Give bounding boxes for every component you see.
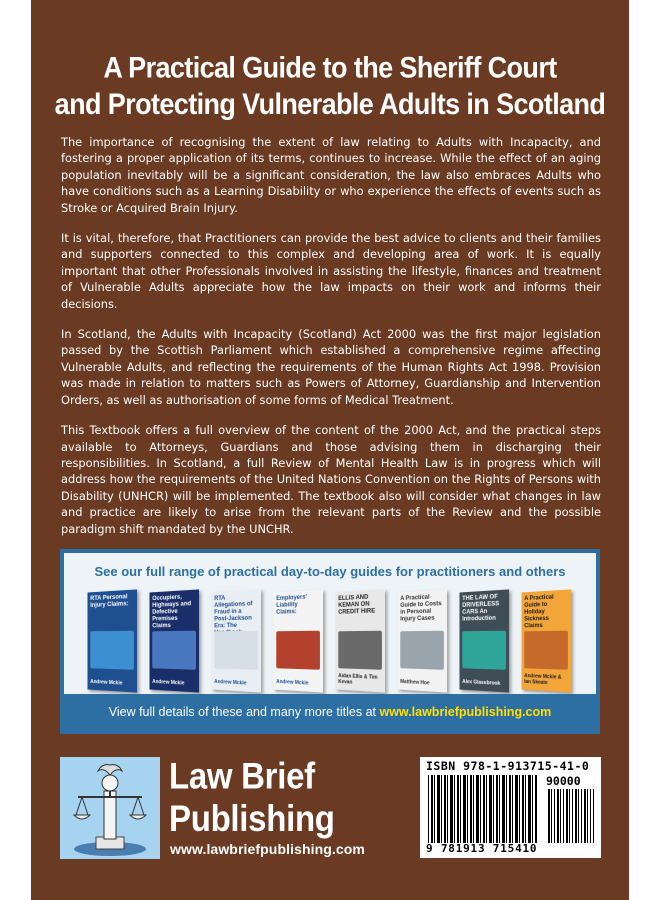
book-cover[interactable]	[149, 589, 199, 692]
isbn-barcode	[420, 757, 601, 858]
book-title-text: RTA Allegations of Fraud in a Post-Jackson Era: The	[214, 595, 253, 630]
price-addon-number: 90000	[546, 774, 581, 788]
book-title-text: A Practical Guide to Costs in Personal Injury Cases	[400, 594, 442, 623]
justice-statue-icon	[60, 757, 160, 859]
book-cover-image	[276, 631, 320, 670]
publisher-logo	[60, 757, 160, 859]
blurb	[61, 134, 601, 551]
blurb-paragraph: It is vital, therefore, that Practitioners can provide the best advice to clients and their families and supporters connected to this complex and developing area of work. It is equally important that other Professionals involved in assisting the lifestyle, finances and treatment of Vulnerable Adults appreciate how the law impacts on their work and informs their decisions.	[61, 231, 601, 311]
book-cover-image	[90, 631, 134, 670]
book-author-text: Andrew Mckie	[152, 678, 185, 687]
ean-digits: 9 781913 715410	[426, 842, 538, 855]
book-title-text: Employers' Liability Claims:	[276, 594, 307, 616]
blurb-paragraph: The importance of recognising the extent of law relating to Adults with Incapacity, and fostering a proper application of its terms, continues to increase. While the effect of an aging population inevitably will be a significant consideration, the law also embraces Adults who have conditions such as a Learning Disability or who experience the effects of events such as Stroke or Acquired Brain Injury.	[61, 135, 601, 215]
blurb-paragraph: In Scotland, the Adults with Incapacity (Scotland) Act 2000 was the first major legislation passed by the Scottish Parliament which established a comprehensive regime affecting Vulnerable Adults, and reflecting the requirements of the Human Rights Act 1998. Provision was made in relation to matters such as Powers of Attorney, Guardianship and Intervention Orders, as well as authorisation of some forms of Medical Treatment.	[61, 327, 601, 407]
book-cover[interactable]	[335, 589, 385, 692]
addon-bars	[548, 789, 594, 843]
publisher-url[interactable]: www.lawbriefpublishing.com	[170, 841, 365, 857]
book-title-text: RTA Personal Injury Claims:	[90, 594, 129, 609]
book-cover-image	[524, 631, 568, 670]
promo-panel	[60, 549, 600, 734]
book-cover[interactable]	[459, 589, 509, 692]
book-title-line-2: and Protecting Vulnerable Adults in Scotland	[54, 88, 606, 121]
publisher-name-line-1: Law Brief	[169, 755, 315, 797]
book-author-text: Aidan Ellis & Tim Kevan	[338, 673, 378, 686]
book-title-text: Occupiers, Highways and Defective Premises Claims	[152, 594, 192, 630]
book-title	[31, 49, 629, 122]
book-cover[interactable]	[273, 589, 323, 692]
promo-footer-url[interactable]: www.lawbriefpublishing.com	[379, 705, 552, 719]
promo-footer	[64, 694, 596, 730]
publisher-name-line-2: Publishing	[169, 797, 335, 839]
book-title-text: ELLIS AND KEMAN ON CREDIT HIRE	[338, 594, 376, 616]
book-cover-image	[214, 631, 258, 670]
book-cover-image	[462, 631, 506, 670]
book-author-text: Matthew Hoe	[400, 678, 430, 687]
book-author-text: Andrew Mckie	[276, 678, 309, 687]
promo-footer-text: View full details of these and many more titles at	[108, 705, 380, 719]
book-cover[interactable]	[87, 589, 137, 692]
ean-bars	[428, 775, 538, 843]
book-title-line-1: A Practical Guide to the Sheriff Court	[103, 51, 557, 84]
book-author-text: Andrew Mckie	[90, 678, 123, 687]
book-cover-image	[338, 631, 382, 670]
back-cover	[31, 0, 629, 900]
book-covers-row	[86, 591, 576, 693]
book-cover-image	[152, 631, 196, 670]
book-author-text: Andrew Mckie & Ian Skeate	[524, 673, 562, 687]
isbn-number: ISBN 978-1-913715-41-0	[426, 759, 590, 773]
book-title-text: THE LAW OF DRIVERLESS CARS An Introduction	[462, 594, 500, 623]
book-author-text: Andrew Mckie	[214, 678, 247, 687]
book-cover-image	[400, 631, 444, 670]
book-cover[interactable]	[521, 589, 571, 692]
book-cover[interactable]	[397, 589, 447, 692]
promo-heading: See our full range of practical day-to-day guides for practitioners and others	[94, 564, 566, 579]
book-author-text: Alex Glassbrook	[462, 678, 501, 687]
blurb-paragraph: This Textbook offers a full overview of the content of the 2000 Act, and the practical steps available to Attorneys, Guardians and those advising them in discharging their responsibilities. In Scotland, a full Review of Mental Health Law is in progress which will address how the requirements of the United Nations Convention on the Rights of Persons with Disability (UNHCR) will be implemented. The textbook also will consider what changes in law and practice are likely to arise from the relevant parts of the Review and the possible paradigm shift mandated by the UNCHR.	[61, 423, 601, 536]
publisher-name	[169, 755, 335, 840]
book-title-text: A Practical Guide to Holiday Sickness Claims	[524, 594, 554, 630]
book-cover[interactable]	[211, 589, 261, 692]
